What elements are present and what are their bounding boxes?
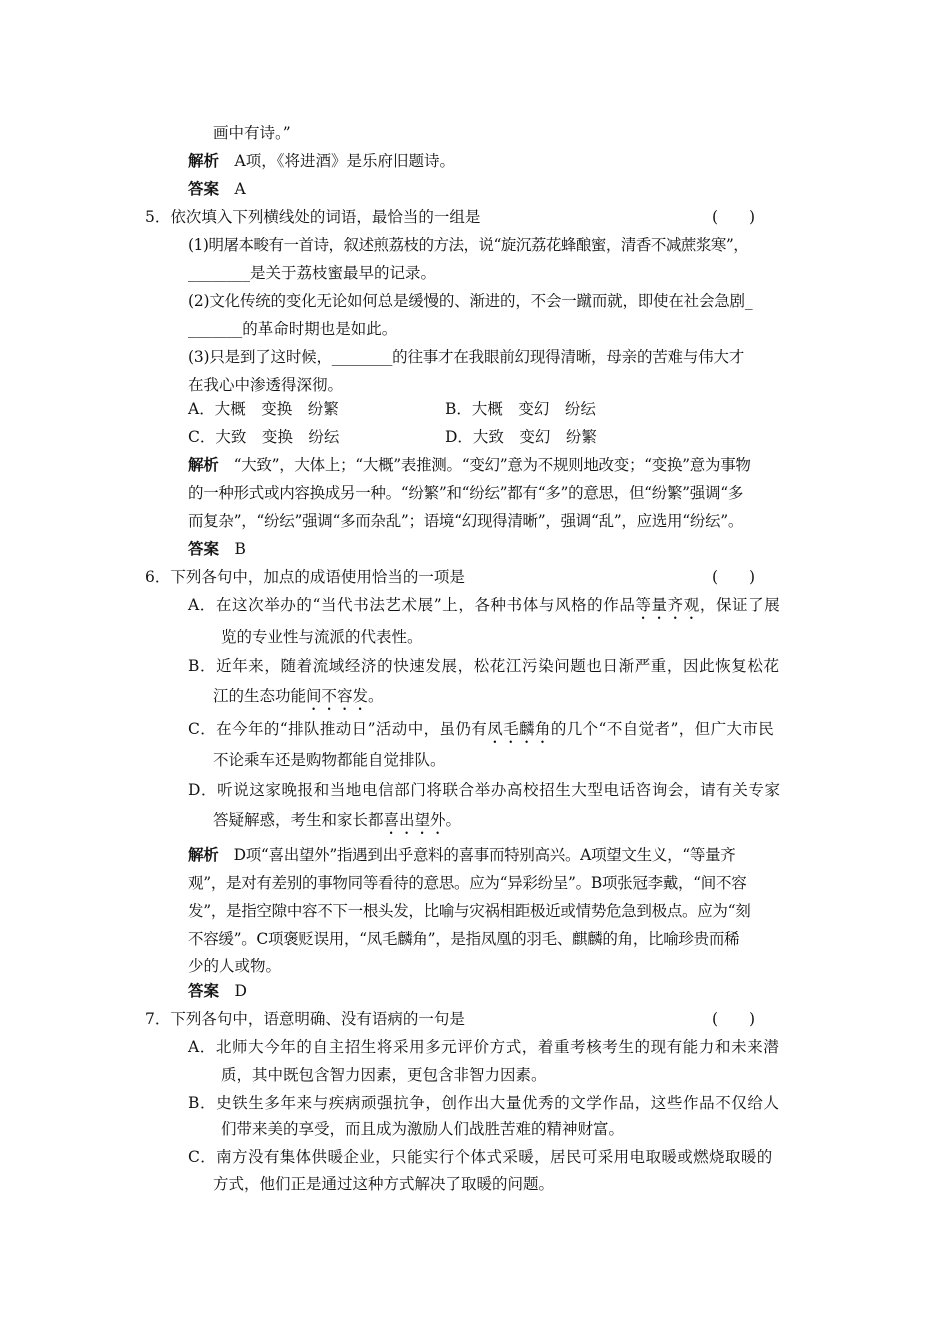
analysis-line <box>188 150 455 172</box>
sentence-line: (1)明屠本畯有一首诗，叙述煎荔枝的方法，说“旋沉荔花蜂酿蜜，清香不减蔗浆寒”， <box>188 236 749 254</box>
option-b: B．史铁生多年来与疾病顽强抗争，创作出大量优秀的文学作品，这些作品不仅给人 <box>188 1094 780 1112</box>
option-c <box>188 718 774 747</box>
option-a: A．北师大今年的自主招生将采用多元评价方式，着重考核考生的现有能力和未来潜 <box>188 1038 780 1056</box>
analysis-text: “大致”，大体上；“大概”表推测。“变幻”意为不规则地改变；“变换”意为事物 <box>233 456 751 474</box>
dotted-idiom: 喜出望外 <box>383 811 446 829</box>
answer-line <box>188 980 247 1002</box>
answer-label: 答案 <box>188 981 220 1000</box>
analysis-line: 少的人或物。 <box>188 957 282 975</box>
option-text: C．在今年的“排队推动日”活动中，虽仍有 <box>188 720 488 738</box>
option-text: A．在这次举办的“当代书法艺术展”上，各种书体与风格的作品 <box>188 596 636 614</box>
option-c: C．南方没有集体供暖企业，只能实行个体式采暖，居民可采用电取暖或燃烧取暖的 <box>188 1148 773 1166</box>
question-stem: 6．下列各句中，加点的成语使用恰当的一项是 <box>145 568 465 586</box>
analysis-line: 发”，是指空隙中容不下一根头发，比喻与灾祸相距极近或情势危急到极点。应为“刻 <box>188 902 751 920</box>
question-stem: 7．下列各句中，语意明确、没有语病的一句是 <box>145 1010 465 1028</box>
option-text: 。 <box>445 811 462 829</box>
answer-label: 答案 <box>188 539 220 558</box>
option-d: D．大致 变幻 纷繁 <box>445 428 597 446</box>
sentence-line: ________是关于荔枝蜜最早的记录。 <box>188 264 437 282</box>
sentence-line: (3)只是到了这时候，________的往事才在我眼前幻现得清晰，母亲的苦难与伟大才 <box>188 348 745 366</box>
sentence-line: _______的革命时期也是如此。 <box>188 320 398 338</box>
option-text: 答疑解惑，考生和家长都 <box>213 811 384 829</box>
sentence-line: (2)文化传统的变化无论如何总是缓慢的、渐进的，不会一蹴而就，即使在社会急剧_ <box>188 292 753 310</box>
option-text: 江的生态功能 <box>213 687 307 705</box>
option-a-cont: 质，其中既包含智力因素，更包含非智力因素。 <box>221 1066 547 1084</box>
sentence-line: 在我心中渗透得深彻。 <box>188 376 344 394</box>
text-line: 画中有诗。” <box>213 124 291 142</box>
option-c-cont: 方式，他们正是通过这种方式解决了取暖的问题。 <box>213 1175 555 1193</box>
analysis-label: 解析 <box>188 845 219 864</box>
option-b: B．近年来，随着流域经济的快速发展，松花江污染问题也日渐严重，因此恢复松花 <box>188 657 780 675</box>
answer-line <box>188 178 246 200</box>
analysis-line: 不容缓”。C项褒贬误用，“凤毛麟角”，是指凤凰的羽毛、麒麟的角，比喻珍贵而稀 <box>188 930 740 948</box>
analysis-line: 而复杂”，“纷纭”强调“多而杂乱”；语境“幻现得清晰”，强调“乱”，应选用“纷纭”。 <box>188 512 744 530</box>
option-d-cont <box>213 809 461 838</box>
option-b: B．大概 变幻 纷纭 <box>445 400 596 418</box>
option-text: 。 <box>368 687 384 705</box>
option-b-cont: 们带来美的享受，而且成为激励人们战胜苦难的精神财富。 <box>221 1120 625 1138</box>
analysis-label: 解析 <box>188 455 219 474</box>
option-a: A．大概 变换 纷繁 <box>188 400 339 418</box>
analysis-text: A项，《将进酒》是乐府旧题诗。 <box>234 152 455 170</box>
dotted-idiom: 凤毛麟角 <box>487 720 551 738</box>
analysis-line: 的一种形式或内容换成另一种。“纷繁”和“纷纭”都有“多”的意思，但“纷繁”强调“多 <box>188 484 744 502</box>
option-c: C．大致 变换 纷纭 <box>188 428 340 446</box>
answer-line <box>188 538 246 560</box>
option-c-cont: 不论乘车还是购物都能自觉排队。 <box>213 751 446 769</box>
option-text: ，保证了展 <box>699 596 781 614</box>
dotted-idiom: 间不容发 <box>306 687 369 705</box>
answer-label: 答案 <box>188 179 220 198</box>
option-d: D．听说这家晚报和当地电信部门将联合举办高校招生大型电话咨询会，请有关专家 <box>188 781 781 799</box>
answer-bracket: ( ) <box>712 1010 756 1028</box>
analysis-line <box>188 454 751 476</box>
option-a <box>188 594 780 623</box>
option-text: 的几个“不自觉者”，但广大市民 <box>550 720 775 738</box>
answer-value: B <box>234 540 246 558</box>
analysis-text: D项“喜出望外”指遇到出乎意料的喜事而特别高兴。A项望文生义，“等量齐 <box>233 846 736 864</box>
analysis-line: 观”，是对有差别的事物同等看待的意思。应为“异彩纷呈”。B项张冠李戴，“间不容 <box>188 874 747 892</box>
option-a-cont: 览的专业性与流派的代表性。 <box>221 628 423 646</box>
analysis-label: 解析 <box>188 151 220 170</box>
option-b-cont <box>213 685 384 714</box>
answer-value: A <box>234 180 246 198</box>
analysis-line <box>188 844 736 866</box>
answer-bracket: ( ) <box>712 208 756 226</box>
answer-value: D <box>234 982 247 1000</box>
question-stem: 5．依次填入下列横线处的词语，最恰当的一组是 <box>145 208 481 226</box>
dotted-idiom: 等量齐观 <box>635 596 700 614</box>
answer-bracket: ( ) <box>712 568 756 586</box>
